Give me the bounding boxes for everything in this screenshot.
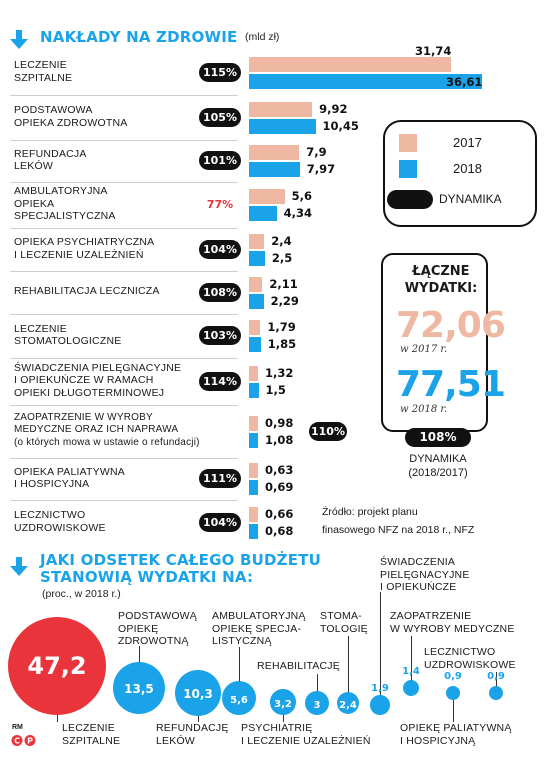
section2-unit: (proc., w 2018 r.): [42, 588, 121, 600]
category-label: LECZNICTWO UZDROWISKOWE: [14, 509, 106, 534]
bar-2018: [249, 206, 277, 221]
value-label-2017: 9,92: [319, 101, 348, 116]
value-label-2017: 2,4: [271, 233, 292, 248]
value-label-2017: 7,9: [306, 145, 327, 159]
share-bubble: [305, 691, 330, 716]
category-label: ZAOPATRZENIE W WYROBY MEDYCZNE ORAZ ICH NAPRAWA (o których mowa w ustawie o refundacji): [14, 411, 200, 448]
share-bubble: [370, 695, 390, 715]
legend-label-dynamics: DYNAMIKA: [439, 192, 502, 206]
category-label: LECZENIE SZPITALNE: [14, 59, 73, 84]
bar-2017: [249, 366, 258, 381]
share-bubble: [446, 686, 460, 700]
bar-2017: [249, 463, 258, 478]
down-arrow-icon: [10, 557, 28, 577]
value-label-2018: 2,5: [271, 250, 293, 265]
value-label-2017: 0,98: [265, 415, 294, 430]
bar-2017: [249, 277, 262, 292]
category-label: OPIEKA PALIATYWNA I HOSPICYJNA: [14, 465, 125, 490]
author-credit: RM: [12, 724, 23, 731]
category-label: LECZENIE STOMATOLOGICZNE: [14, 322, 122, 347]
bubble-value: 5,6: [230, 695, 248, 707]
legend-swatch-dynamics: [387, 190, 433, 209]
value-label-2017: 1,32: [265, 365, 294, 380]
dynamics-badge: 77%: [199, 195, 241, 214]
dynamics-badge: 103%: [199, 326, 241, 345]
share-bubble: [113, 662, 165, 714]
bar-2017: [249, 145, 299, 160]
legend: [383, 120, 537, 227]
row-divider: [10, 140, 238, 141]
bubble-category-label: REFUNDACJĘ LEKÓW: [156, 722, 229, 747]
row-divider: [10, 228, 238, 229]
bubble-value: 2,4: [339, 699, 357, 711]
bar-2017: [249, 189, 285, 204]
section2-title-line1: JAKI ODSETEK CAŁEGO BUDŻETU: [40, 551, 321, 569]
bubble-category-label: PODSTAWOWĄ OPIEKĘ ZDROWOTNĄ: [118, 610, 197, 647]
total-2018-value: 77,51: [396, 364, 505, 405]
row-divider: [10, 500, 238, 501]
bar-2018: [249, 383, 259, 398]
bubble-value: 47,2: [27, 652, 87, 680]
category-label: OPIEKA PSYCHIATRYCZNA I LECZENIE UZALEŻNIEŃ: [14, 236, 155, 261]
row-divider: [10, 95, 238, 96]
row-divider: [10, 314, 238, 315]
value-label-2017: 1,79: [267, 320, 296, 334]
legend-label-2018: 2018: [453, 161, 482, 176]
copyright-logo: [11, 734, 39, 747]
row-divider: [10, 358, 238, 359]
bubble-value: 0,9: [487, 671, 505, 682]
share-bubble: [337, 692, 359, 714]
bubble-category-label: PSYCHIATRIĘ I LECZENIE UZALEŻNIEŃ: [241, 722, 371, 747]
value-label-2017: 5,6: [291, 189, 312, 203]
dynamics-badge: 115%: [199, 63, 241, 82]
bubble-value: 1,9: [371, 683, 389, 694]
bar-2018: [249, 480, 258, 495]
totals-title: ŁĄCZNE WYDATKI:: [404, 264, 478, 296]
dynamics-badge: 110%: [309, 422, 347, 441]
bubble-category-label: STOMA- TOLOGIĘ: [320, 610, 368, 635]
category-label: PODSTAWOWA OPIEKA ZDROWOTNA: [14, 104, 128, 129]
bar-2017: [249, 234, 264, 249]
value-label-2018: 1,85: [267, 337, 297, 351]
row-divider: [10, 405, 238, 406]
dynamics-badge: 108%: [199, 283, 241, 302]
bar-2017: [249, 320, 260, 335]
dynamics-badge: 114%: [199, 372, 241, 391]
share-bubble: [222, 681, 256, 715]
bubble-value: 3: [313, 699, 321, 711]
value-label-2018: 7,97: [306, 162, 336, 176]
legend-swatch-2018: [399, 160, 417, 178]
value-label-2018: 4,34: [283, 206, 312, 220]
down-arrow-icon: [10, 30, 28, 50]
bar-2017: [249, 102, 312, 117]
bar-2018: [249, 251, 265, 266]
bubble-category-label: ŚWIADCZENIA PIELĘGNACYJNE I OPIEKUŃCZE: [380, 556, 470, 593]
dynamics-badge: 101%: [199, 151, 241, 170]
section-title: NAKŁADY NA ZDROWIE: [40, 28, 238, 46]
dynamics-badge: 111%: [199, 469, 241, 488]
total-2018-note: w 2018 r.: [400, 404, 448, 415]
bubble-value: 13,5: [124, 681, 154, 696]
bubble-category-label: REHABILITACJĘ: [257, 660, 340, 672]
bar-2017: [249, 507, 258, 522]
bubble-category-label: LECZENIE SZPITALNE: [62, 722, 121, 747]
value-label-2017: 0,66: [265, 506, 294, 521]
total-2017-note: w 2017 r.: [400, 344, 448, 355]
value-label-2017: 0,63: [265, 463, 294, 477]
share-bubble: [175, 670, 221, 716]
bar-2018: [249, 119, 316, 134]
bar-2018: [249, 433, 258, 448]
legend-label-2017: 2017: [453, 135, 482, 150]
row-divider: [10, 271, 238, 272]
unit-label: (mld zł): [245, 31, 280, 43]
value-label-2017: 2,11: [269, 276, 298, 291]
category-label: AMBULATORYJNA OPIEKA SPECJALISTYCZNA: [14, 185, 116, 223]
bubble-category-label: LECZNICTWO UZDROWISKOWE: [424, 646, 516, 671]
dynamics-badge: 104%: [199, 240, 241, 259]
value-label-2018: 36,61: [446, 74, 483, 89]
share-bubble: [8, 617, 106, 715]
value-label-2018: 1,08: [265, 432, 294, 447]
value-label-2018: 2,29: [270, 293, 299, 308]
bubble-value: 10,3: [183, 687, 213, 702]
bubble-category-label: ZAOPATRZENIE W WYROBY MEDYCZNE: [390, 610, 515, 635]
value-label-2018: 10,45: [322, 118, 359, 133]
bar-2018: [249, 162, 300, 177]
row-divider: [10, 182, 238, 183]
svg-text:P: P: [27, 736, 33, 746]
bubble-category-label: AMBULATORYJNĄ OPIEKĘ SPECJA- LISTYCZNĄ: [212, 610, 306, 647]
value-label-2018: 1,5: [265, 382, 286, 397]
share-bubble: [489, 686, 503, 700]
bubble-value: 0,9: [444, 671, 462, 682]
bubble-value: 1,4: [402, 666, 420, 677]
dynamics-badge: 105%: [199, 108, 241, 127]
bar-2018: [249, 294, 264, 309]
bar-2017: [249, 57, 451, 72]
bar-2017: [249, 416, 258, 431]
share-bubble: [270, 689, 296, 715]
bar-2018: [249, 524, 258, 539]
value-label-2018: 0,69: [265, 480, 294, 494]
category-label: REFUNDACJA LEKÓW: [14, 147, 87, 172]
bar-2018: [249, 337, 261, 352]
total-dynamics-label: DYNAMIKA (2018/2017): [408, 453, 468, 479]
category-label: ŚWIADCZENIA PIELĘGNACYJNE I OPIEKUŃCZE W RAMACH OPIEKI DŁUGOTERMINOWEJ: [14, 361, 182, 399]
category-label: REHABILITACJA LECZNICZA: [14, 285, 160, 298]
source-note: Źródło: projekt planu finasowego NFZ na 2018 r., NFZ: [322, 506, 475, 536]
bubble-category-label: OPIEKĘ PALIATYWNĄ I HOSPICYJNĄ: [400, 722, 512, 747]
value-label-2018: 0,68: [265, 523, 294, 538]
dynamics-badge: 104%: [199, 513, 241, 532]
svg-text:C: C: [14, 736, 20, 746]
legend-swatch-2017: [399, 134, 417, 152]
section2-title-line2: STANOWIĄ WYDATKI NA:: [40, 568, 254, 586]
total-dynamics-badge: 108%: [405, 428, 471, 447]
bubble-value: 3,2: [274, 699, 292, 711]
total-2017-value: 72,06: [396, 305, 505, 346]
value-label-2017: 31,74: [415, 43, 452, 58]
share-bubble: [403, 680, 420, 697]
row-divider: [10, 458, 238, 459]
